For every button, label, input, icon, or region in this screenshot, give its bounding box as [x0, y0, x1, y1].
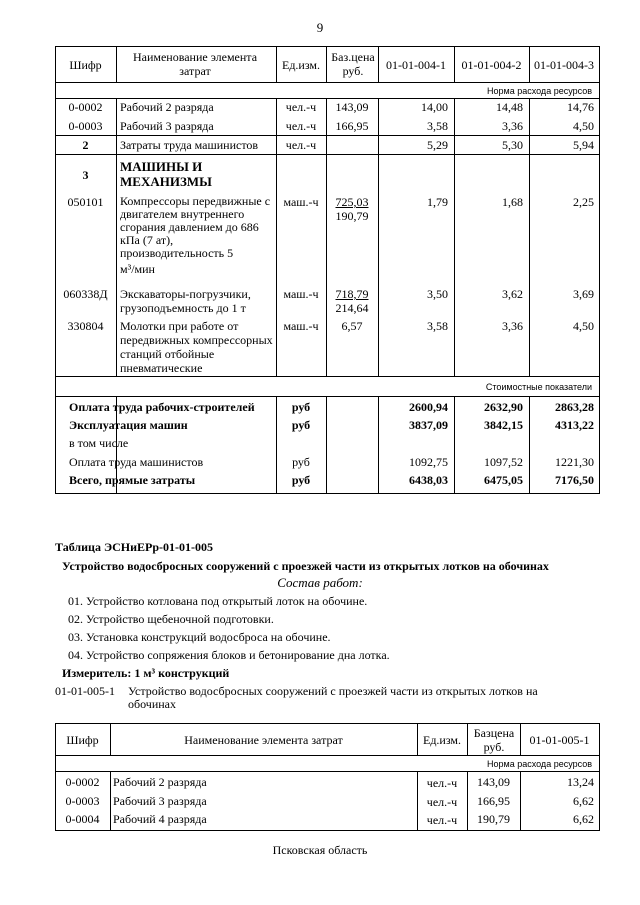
t1-header-col3: 01-01-004-3 — [534, 58, 594, 72]
t2-header-col1: 01-01-005-1 — [529, 733, 590, 747]
t1-header-code: Шифр — [69, 58, 102, 72]
t1-header-price: Баз.цена руб. — [331, 50, 375, 78]
t1-machines-code: 3 — [82, 168, 89, 182]
t1-cost-label: Стоимостные показатели — [485, 382, 592, 392]
work-item: 03. Установка конструкций водосброса на обочине. — [68, 630, 331, 644]
item-text-cont: обочинах — [128, 697, 176, 711]
meter-label: Измеритель: 1 м³ конструкций — [62, 666, 230, 680]
t1-header-unit: Ед.изм. — [281, 58, 321, 72]
table-row: 0-0003 Рабочий 3 разряда чел.-ч 166,95 3,58 3,36 4,50 — [68, 119, 594, 133]
table-row: Оплата труда рабочих-строителей руб 2600,94 2632,90 2863,28 — [69, 400, 594, 414]
work-item: 04. Устройство сопряжения блоков и бетонирование дна лотка. — [68, 648, 390, 662]
table-title: Таблица ЭСНиЕРр-01-01-005 — [55, 540, 214, 554]
page-number: 9 — [316, 20, 324, 35]
t2-header-name: Наименование элемента затрат — [184, 733, 343, 747]
table-row: Всего, прямые затраты руб 6438,03 6475,05 7176,50 — [69, 473, 594, 487]
table-row: 0-0004 Рабочий 4 разряда чел.-ч 190,79 6,62 — [65, 812, 594, 827]
table-1 — [55, 46, 600, 494]
table-row: 060338Д Экскаваторы-погрузчики, грузоподъемность до 1 т маш.-ч 718,79 214,64 3,50 3,62 3,69 — [63, 287, 594, 315]
t2-header-unit: Ед.изм. — [422, 733, 462, 747]
t1-header-col2: 01-01-004-2 — [461, 58, 522, 72]
page-footer: Псковская область — [272, 843, 368, 857]
composition-label: Состав работ: — [277, 575, 363, 590]
work-item: 02. Устройство щебеночной подготовки. — [68, 612, 274, 626]
t1-header-col1: 01-01-004-1 — [386, 58, 446, 72]
item-text: Устройство водосбросных сооружений с проезжей части из открытых лотков на — [128, 684, 538, 698]
t2-header-price: Базцена руб. — [473, 726, 515, 754]
table-row: в том числе — [69, 436, 129, 450]
table-row: Эксплуатация машин руб 3837,09 3842,15 4313,22 — [69, 418, 594, 432]
table-2 — [55, 723, 600, 831]
table-row: 2 Затраты труда машинистов чел.-ч 5,29 5,30 5,94 — [82, 138, 594, 152]
item-code: 01-01-005-1 — [55, 684, 115, 698]
table-row: 0-0003 Рабочий 3 разряда чел.-ч 166,95 6,62 — [65, 794, 594, 809]
t1-machines-title: МАШИНЫ И МЕХАНИЗМЫ — [120, 159, 212, 189]
table-row: 050101 Компрессоры передвижные с двигателем внутреннего сгорания давлением до 686 кПа (7 ат), производительность 5 м³/мин маш.-ч 725,03 190,79 1,79 1,68 2,25 — [67, 194, 594, 276]
table-row: 330804 Молотки при работе от передвижных компрессорных станций отбойные пневматические маш.-ч 6,57 3,58 3,36 4,50 — [67, 319, 594, 375]
table-row: Оплата труда машинистов руб 1092,75 1097,52 1221,30 — [69, 455, 594, 469]
t2-norm-label: Норма расхода ресурсов — [487, 759, 592, 769]
work-item: 01. Устройство котлована под открытый лоток на обочине. — [68, 594, 368, 608]
t2-header-code: Шифр — [66, 733, 99, 747]
table-row: 0-0002 Рабочий 2 разряда чел.-ч 143,09 14,00 14,48 14,76 — [68, 100, 594, 114]
table-row: 0-0002 Рабочий 2 разряда чел.-ч 143,09 13,24 — [65, 775, 594, 790]
t1-norm-label: Норма расхода ресурсов — [487, 86, 592, 96]
section-heading: Устройство водосбросных сооружений с проезжей части из открытых лотков на обочинах — [62, 559, 549, 573]
t1-header-name: Наименование элемента затрат — [132, 50, 258, 78]
